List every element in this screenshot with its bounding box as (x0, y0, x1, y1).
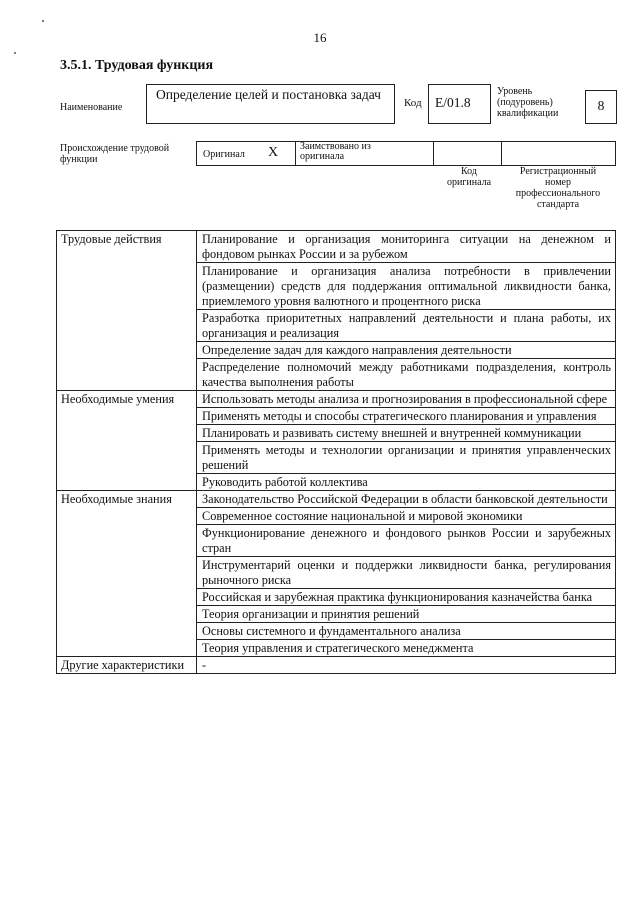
item-cell: Определение задач для каждого направления деятельности (197, 342, 616, 359)
code-value-box (428, 84, 491, 124)
origin-label-line: функции (60, 154, 98, 165)
scan-speck (42, 20, 44, 22)
table-row (57, 391, 616, 408)
code-caption-line: оригинала (446, 177, 492, 188)
category-cell: Необходимые знания (57, 491, 197, 657)
item-cell: Планировать и развивать систему внешней и внутренней коммуникации (197, 425, 616, 442)
item-cell: Распределение полномочий между работниками подразделения, контроль качества выполнения работы (197, 359, 616, 391)
name-value-box (146, 84, 395, 124)
level-label-line: Уровень (497, 86, 533, 97)
code-caption (442, 166, 496, 188)
level-label-line: квалификации (497, 108, 559, 119)
item-cell: Использовать методы анализа и прогнозирования в профессиональной сфере (197, 391, 616, 408)
code-caption-line: Код (461, 166, 477, 177)
reg-caption-line: стандарта (536, 199, 580, 210)
level-label (497, 86, 558, 119)
borrowed-label-line: оригинала (300, 151, 345, 162)
original-mark: X (268, 145, 279, 160)
reg-caption-line: Регистрационный (519, 166, 597, 177)
page-number: 16 (313, 30, 327, 45)
origin-label-line: Происхождение трудовой (60, 143, 170, 154)
original-cell (197, 142, 296, 165)
item-cell: Российская и зарубежная практика функционирования казначейства банка (197, 589, 616, 606)
level-label-line: (подуровень) (497, 97, 553, 108)
category-cell: Необходимые умения (57, 391, 197, 491)
reg-caption (503, 166, 613, 210)
section-title: 3.5.1. Трудовая функция (60, 58, 214, 73)
name-value: Определение целей и постановка задач (156, 87, 381, 102)
reg-caption-line: профессионального (515, 188, 601, 199)
table-row (57, 231, 616, 263)
reg-caption-line: номер (545, 177, 571, 188)
item-cell: Планирование и организация анализа потребности в привлечении (размещении) средств для поддержания оптимальной ликвидности банка, приемлемого уровня валютного и процентного риска (197, 263, 616, 310)
original-label: Оригинал (203, 149, 245, 160)
borrowed-cell (296, 142, 434, 165)
item-cell: Законодательство Российской Федерации в области банковской деятельности (197, 491, 616, 508)
origin-label (60, 143, 169, 165)
category-cell: Трудовые действия (57, 231, 197, 391)
item-cell: Функционирование денежного и фондового рынков России и зарубежных стран (197, 525, 616, 557)
item-cell: Применять методы и способы стратегического планирования и управления (197, 408, 616, 425)
borrowed-label-line: Заимствовано из (300, 141, 371, 152)
item-cell: Планирование и организация мониторинга ситуации на денежном и фондовом рынках России и за рубежом (197, 231, 616, 263)
item-cell: Применять методы и технологии организации и принятия управленческих решений (197, 442, 616, 474)
scan-speck (14, 52, 16, 54)
reg-number-cell (502, 142, 615, 165)
item-cell: Теория управления и стратегического менеджмента (197, 640, 616, 657)
category-cell: Другие характеристики (57, 657, 197, 674)
code-label: Код (404, 97, 422, 109)
table-row (57, 491, 616, 508)
table-row (57, 657, 616, 674)
item-cell: Современное состояние национальной и мировой экономики (197, 508, 616, 525)
origin-row (196, 141, 616, 166)
original-code-cell (434, 142, 502, 165)
item-cell: Основы системного и фундаментального анализа (197, 623, 616, 640)
code-value: E/01.8 (435, 95, 471, 110)
item-cell: Разработка приоритетных направлений деятельности и плана работы, их организация и реализация (197, 310, 616, 342)
item-cell: Инструментарий оценки и поддержки ликвидности банка, регулирования рыночного риска (197, 557, 616, 589)
name-label: Наименование (60, 102, 123, 113)
item-cell: Теория организации и принятия решений (197, 606, 616, 623)
function-table (56, 230, 616, 674)
level-value-box (585, 90, 617, 124)
item-cell: Руководить работой коллектива (197, 474, 616, 491)
level-value: 8 (597, 98, 605, 113)
item-cell: - (197, 657, 616, 674)
